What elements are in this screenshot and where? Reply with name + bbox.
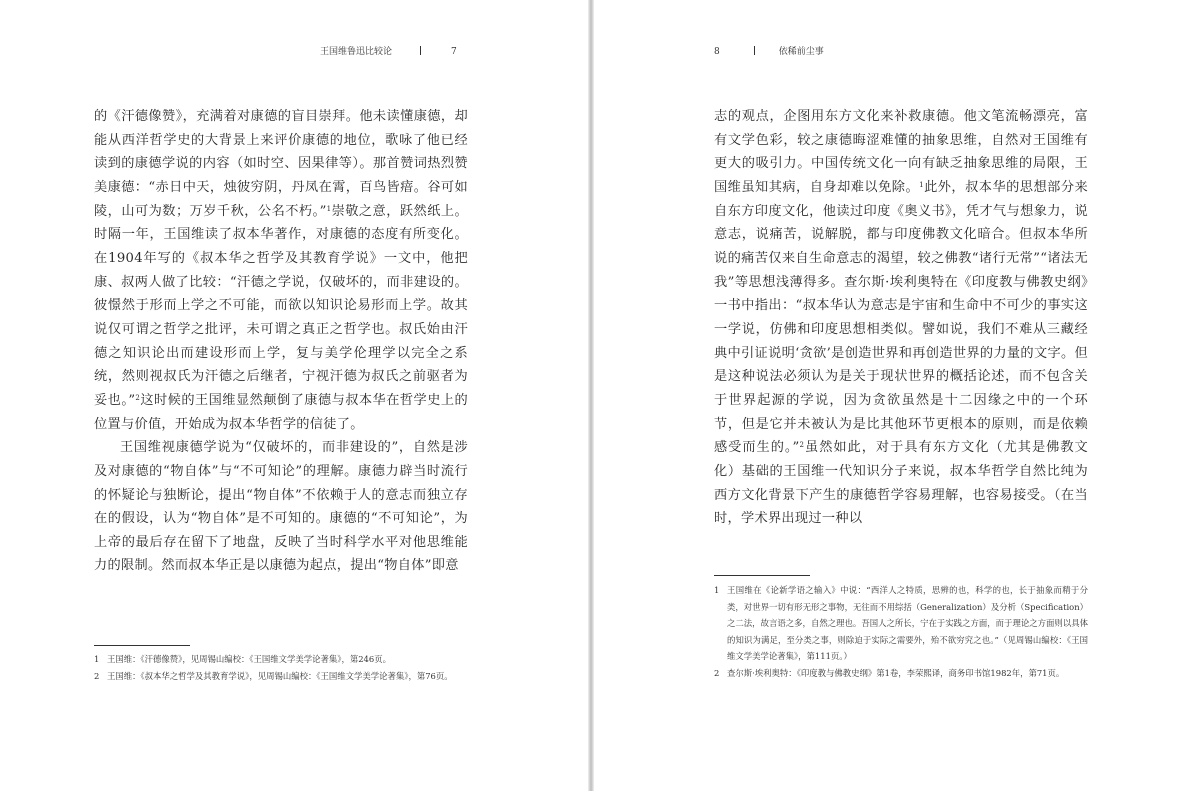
footnote-number: 2	[714, 667, 720, 678]
right-page-number: 8	[714, 47, 720, 57]
footnote-marker: 1	[919, 180, 924, 189]
left-running-head	[320, 46, 457, 58]
footnote-marker: 2	[135, 393, 141, 402]
footnote	[714, 582, 1088, 665]
paragraph-text: 的《汗德像赞》，充满着对康德的盲目崇拜。他未读懂康德，却能从西洋哲学史的大背景上来评价康德的地位，歌咏了他已经读到的康德学说的内容（如时空、因果律等）。那首赞词热烈赞美康德：“赤日中天，烛彼穷阴，丹凤在霄，百鸟皆瘖。谷可如陵，山可为数；万岁千秋，公名不朽。”	[94, 109, 468, 219]
paragraph-text: 这时候的王国维显然颠倒了康德与叔本华在哲学史上的位置与价值，开始成为叔本华哲学的信徒了。	[94, 392, 468, 432]
right-page	[594, 0, 1182, 791]
right-footnotes	[714, 582, 1088, 682]
paragraph	[94, 105, 468, 436]
left-page-number: 7	[451, 47, 457, 57]
right-footnote-rule	[714, 575, 810, 576]
footnote-text: 查尔斯·埃利奥特：《印度教与佛教史纲》第1卷，李荣熙译，商务印书馆1982年，第71页。	[727, 667, 1065, 678]
footnote	[94, 651, 468, 668]
left-running-head-title: 王国维鲁迅比较论	[320, 47, 393, 57]
running-head-separator	[420, 46, 421, 55]
paragraph-text: 此外，叔本华的思想部分来自东方印度文化，他读过印度《奥义书》，凭才气与想象力，说意志，说痛苦，说解脱，都与印度佛教文化暗合。但叔本华所说的痛苦仅来自生命意志的渴望，较之佛教“诸行无常”“诸法无我”等思想浅薄得多。查尔斯·埃利奥特在《印度教与佛教史纲》一书中指出：“叔本华认为意志是宇宙和生命中不可少的事实这一学说，仿佛和印度思想相类似。譬如说，我们不难从三藏经典中引证说明‘贪欲’是创造世界和再创造世界的力量的文字。但是这种说法必须认为是关于现状世界的概括论述，而不包含关于世界起源的学说，因为贪欲虽然是十二因缘之中的一个环节，但是它并未被认为是比其他环节更根本的原则，而是依赖感受而生的。”	[714, 179, 1088, 456]
running-head-separator	[754, 46, 755, 55]
left-body-text	[94, 105, 468, 578]
paragraph-text: 崇敬之意，跃然纸上。时隔一年，王国维读了叔本华著作，对康德的态度有所变化。在1904年写的《叔本华之哲学及其教育学说》一文中，他把康、叔两人做了比较：“汗德之学说，仅破坏的，而非建设的。彼憬然于形而上学之不可能，而欲以知识论易形而上学。故其说仅可谓之哲学之批评，未可谓之真正之哲学也。叔氏始由汗德之知识论出而建设形而上学，复与美学伦理学以完全之系统，然则视叔氏为汗德之后继者，宁视汗德为叔氏之前驱者为妥也。”	[94, 203, 468, 408]
paragraph-text: 虽然如此，对于具有东方文化（尤其是佛教文化）基础的王国维一代知识分子来说，叔本华哲学自然比纯为西方文化背景下产生的康德哲学容易理解，也容易接受。（在当时，学术界出现过一种以	[714, 440, 1088, 527]
footnote-marker: 1	[326, 204, 332, 213]
footnote-number: 1	[94, 654, 100, 664]
footnote-number: 1	[714, 585, 720, 595]
footnote-text: 王国维：《汗德像赞》，见周锡山编校：《王国维文学美学论著集》，第246页。	[107, 654, 391, 664]
paragraph-text: 志的观点，企图用东方文化来补救康德。他文笔流畅漂亮，富有文学色彩，较之康德晦涩难懂的抽象思维，自然对王国维有更大的吸引力。中国传统文化一向有缺乏抽象思维的局限，王国维虽知其病，自身却难以免除。	[714, 109, 1088, 195]
paragraph-text: 王国维视康德学说为“仅破坏的，而非建设的”，自然是涉及对康德的“物自体”与“不可知论”的理解。康德力辟当时流行的怀疑论与独断论，提出“物自体”不依赖于人的意志而独立存在的假设，认为“物自体”是不可知的。康德的“不可知论”，为上帝的最后存在留下了地盘，反映了当时科学水平对他思维能力的限制。然而叔本华正是以康德为起点，提出“物自体”即意	[94, 440, 468, 574]
right-body-text	[714, 105, 1088, 531]
paragraph	[94, 436, 468, 578]
left-footnotes	[94, 651, 468, 684]
right-running-head	[714, 46, 824, 58]
footnote	[714, 665, 1088, 682]
footnote-number: 2	[94, 670, 100, 681]
left-footnote-rule	[94, 645, 190, 646]
footnote-text: 王国维：《叔本华之哲学及其教育学说》，见周锡山编校：《王国维文学美学论著集》，第76页。	[107, 670, 453, 681]
left-page	[0, 0, 588, 791]
footnote	[94, 668, 468, 685]
footnote-text: 王国维在《论新学语之输入》中说：“西洋人之特质，思辨的也，科学的也，长于抽象而精于分类，对世界一切有形无形之事物，无往而不用综括（Generalization）及分析（Specification）之二法，故言语之多，自然之理也。吾国人之所长，宁在于实践之方面，而于理论之方面则以具体的知识为满足，至分类之事，则除迫于实际之需要外，殆不欲穷究之也。”（见周锡山编校：《王国维文学美学论著集》，第111页。）	[727, 585, 1088, 662]
footnote-marker: 2	[799, 441, 805, 450]
paragraph	[714, 105, 1088, 531]
right-running-head-title: 依稀前尘事	[778, 47, 824, 57]
